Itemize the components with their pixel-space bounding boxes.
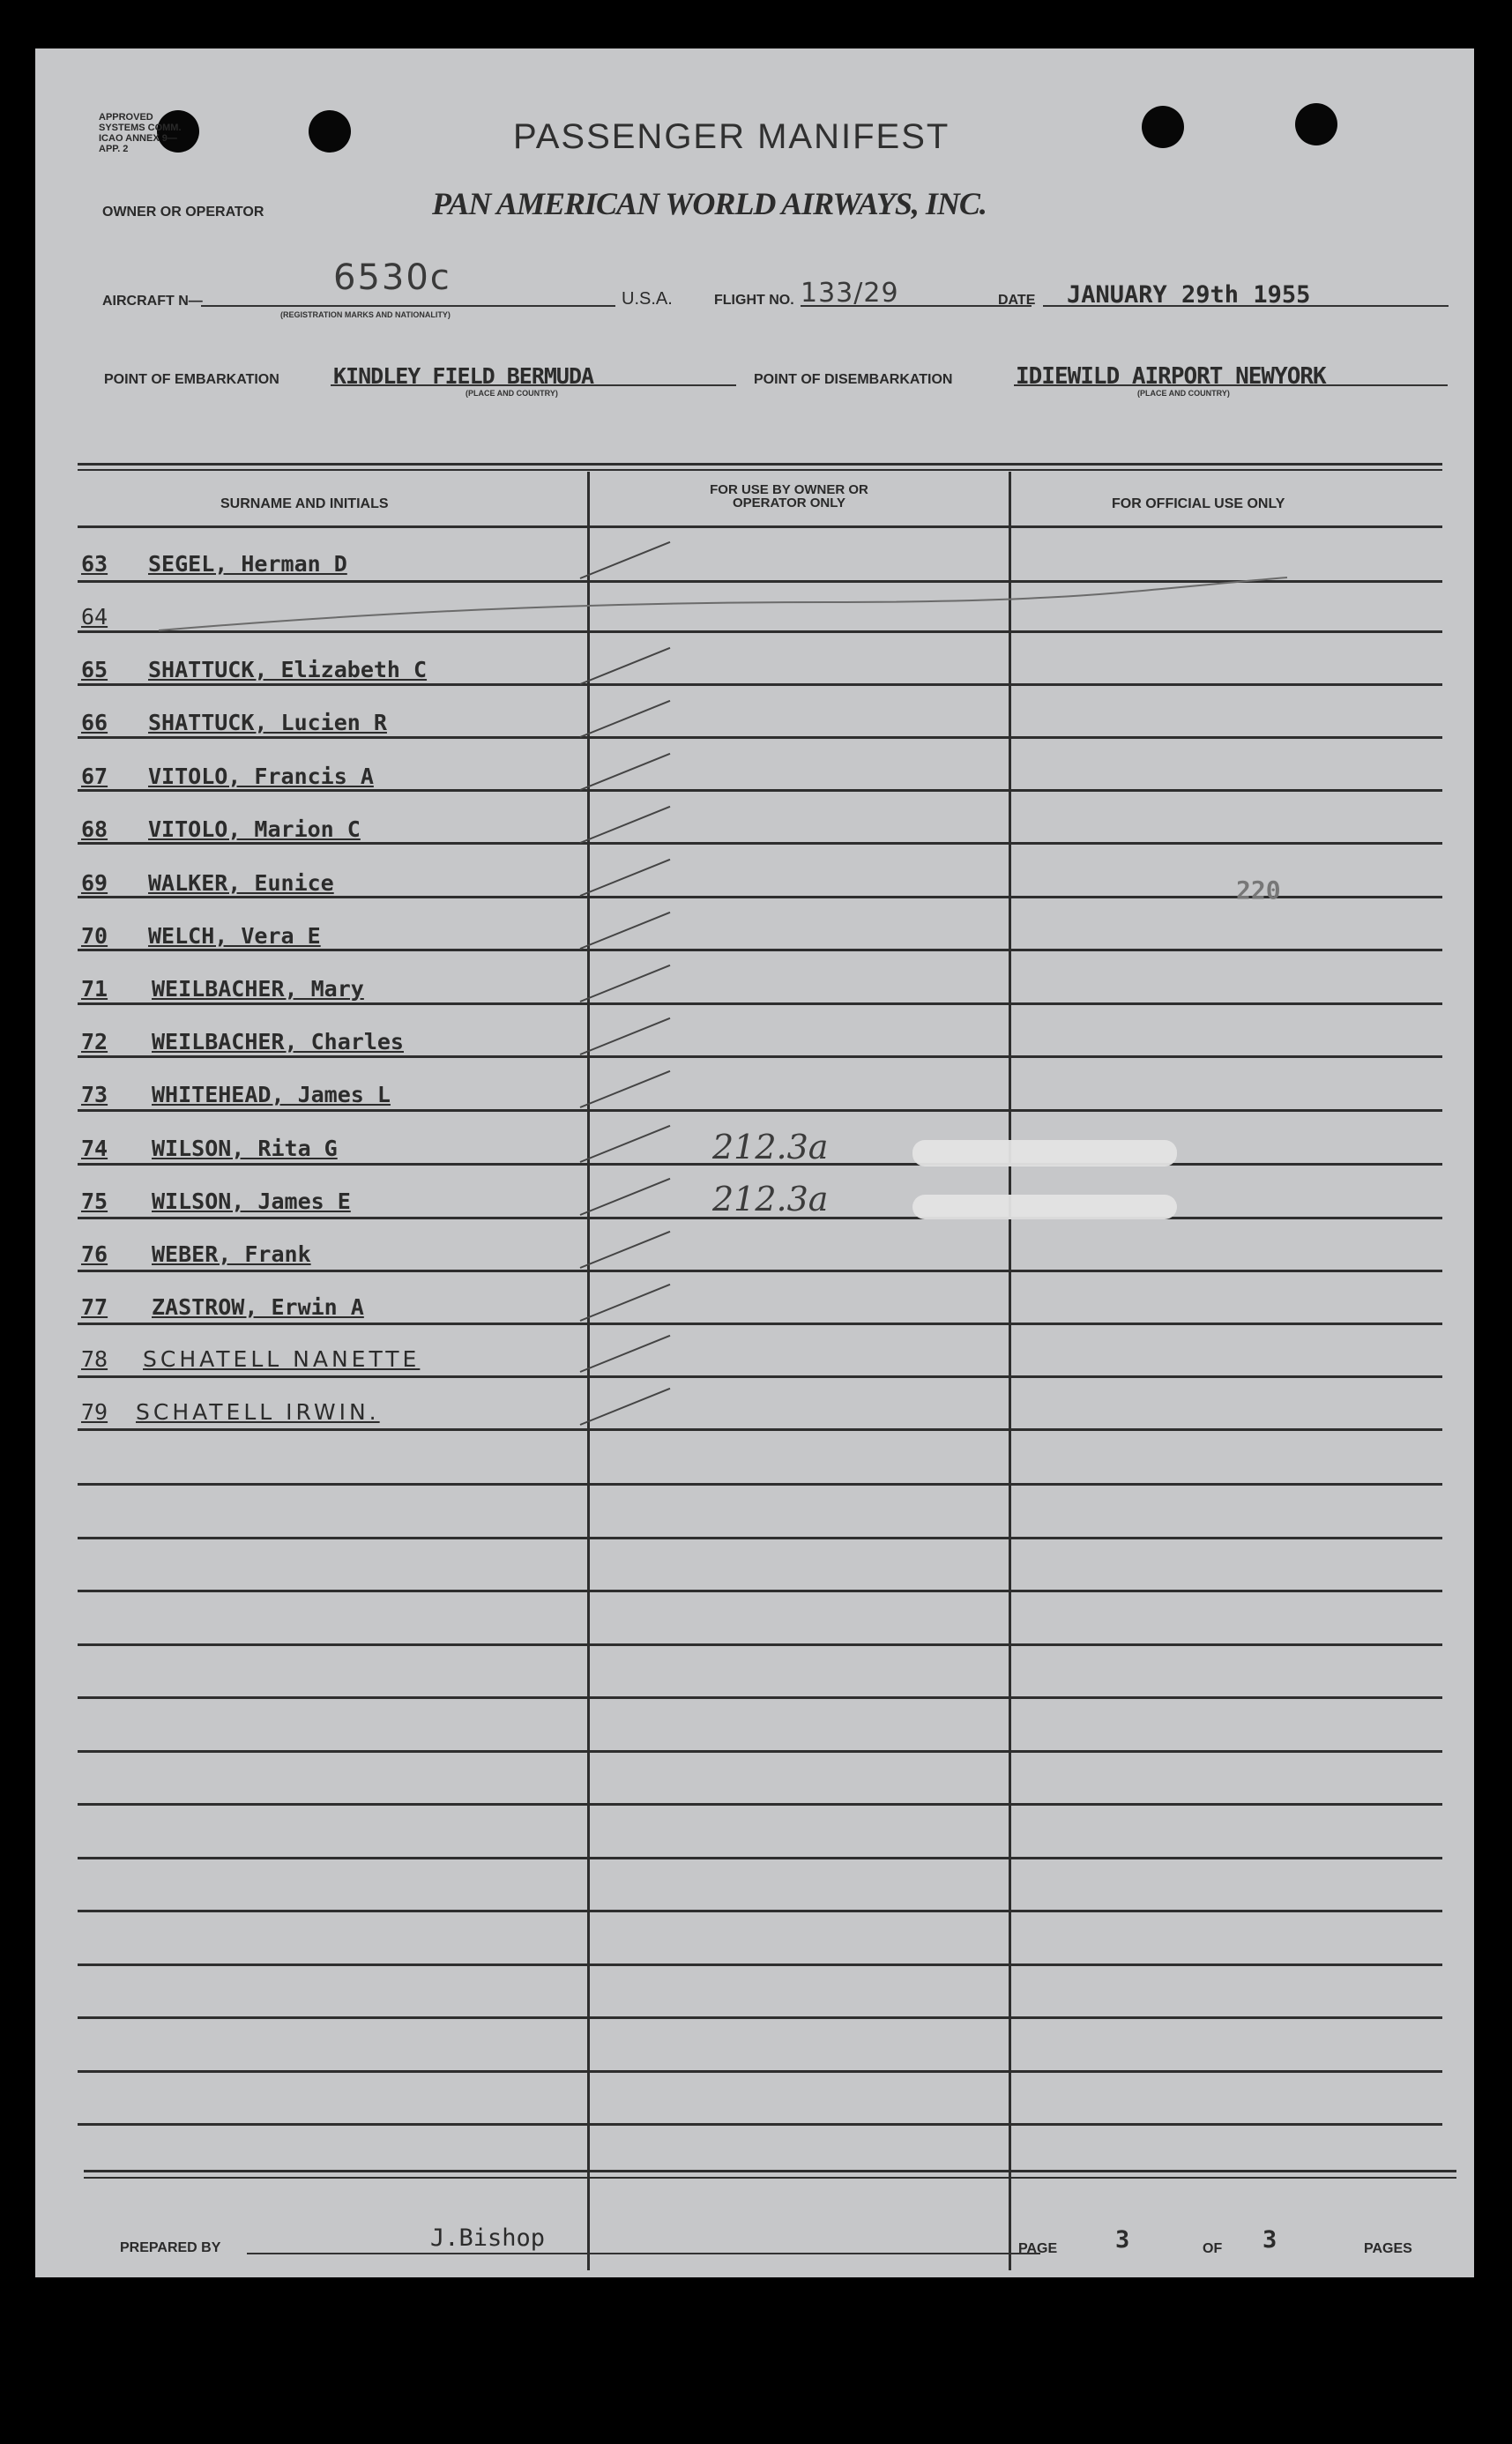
official-note-69: 220 — [1236, 876, 1281, 905]
passenger-number: 67 — [81, 764, 108, 789]
passenger-number: 64 — [81, 604, 108, 630]
passenger-name: WILSON, James E — [152, 1188, 351, 1214]
prepared-by-value: J.Bishop — [430, 2224, 546, 2252]
passenger-number: 75 — [81, 1188, 108, 1214]
table-row-line — [78, 1643, 1442, 1646]
passenger-number: 78 — [81, 1346, 108, 1372]
passenger-number: 73 — [81, 1082, 108, 1107]
check-tick — [580, 1178, 671, 1216]
table-row-line — [78, 683, 1442, 686]
table-row-line — [78, 842, 1442, 845]
passenger-name: WEBER, Frank — [152, 1241, 311, 1267]
check-tick — [580, 1335, 671, 1373]
passenger-name: WEILBACHER, Charles — [152, 1029, 404, 1054]
table-row-line — [78, 1002, 1442, 1005]
approval-stamp: APPROVED SYSTEMS COMM. ICAO ANNEX 9—APP. 2 — [99, 112, 182, 154]
prepared-by-underline — [247, 2253, 1040, 2254]
passenger-number: 74 — [81, 1136, 108, 1161]
disembark-place-caption: (PLACE AND COUNTRY) — [1137, 389, 1230, 398]
passenger-name: WHITEHEAD, James L — [152, 1082, 391, 1107]
passenger-name: WALKER, Eunice — [148, 870, 334, 896]
pages-label: PAGES — [1364, 2241, 1412, 2256]
owner-value: PAN AMERICAN WORLD AIRWAYS, INC. — [432, 186, 987, 221]
table-row-line — [78, 1109, 1442, 1112]
passenger-number: 72 — [81, 1029, 108, 1054]
passenger-name: ZASTROW, Erwin A — [152, 1294, 364, 1320]
table-row-line — [78, 2016, 1442, 2019]
table-row-line — [78, 1803, 1442, 1806]
check-tick — [580, 806, 671, 844]
embarkation-label: POINT OF EMBARKATION — [104, 372, 279, 387]
passenger-number: 71 — [81, 976, 108, 1002]
aircraft-label: AIRCRAFT N— — [102, 294, 203, 309]
table-row-line — [78, 2123, 1442, 2126]
passenger-name: WILSON, Rita G — [152, 1136, 338, 1161]
disembarkation-label: POINT OF DISEMBARKATION — [754, 372, 953, 387]
passenger-number: 68 — [81, 816, 108, 842]
col-header-owner-use: FOR USE BY OWNER OR OPERATOR ONLY — [710, 482, 868, 510]
check-tick — [580, 753, 671, 791]
passenger-number: 76 — [81, 1241, 108, 1267]
col-header-official: FOR OFFICIAL USE ONLY — [1112, 496, 1285, 511]
table-row-line — [78, 1857, 1442, 1859]
of-label: OF — [1203, 2241, 1223, 2256]
table-row-line — [78, 1696, 1442, 1699]
passenger-number: 70 — [81, 923, 108, 949]
passenger-name: SHATTUCK, Lucien R — [148, 710, 387, 735]
table-row-line — [78, 2070, 1442, 2073]
embarkation-value: KINDLEY FIELD BERMUDA — [333, 363, 594, 389]
flight-value: 133/29 — [801, 278, 899, 309]
check-tick — [580, 1125, 671, 1163]
check-tick — [580, 965, 671, 1002]
manifest-page — [35, 48, 1474, 2277]
check-tick — [580, 700, 671, 738]
aircraft-value: 6530c — [333, 257, 451, 298]
passenger-name: WELCH, Vera E — [148, 923, 321, 949]
table-row-line — [78, 1590, 1442, 1592]
table-row-line — [78, 1963, 1442, 1966]
owner-note-75: 212.3a — [712, 1180, 829, 1218]
col-header-surname: SURNAME AND INITIALS — [220, 496, 389, 511]
table-row-line — [78, 1537, 1442, 1539]
passenger-name: SCHATELL IRWIN. — [136, 1399, 380, 1425]
check-tick — [580, 1070, 671, 1108]
column-divider — [587, 472, 590, 2270]
table-row-line — [78, 1270, 1442, 1272]
disembarkation-value: IDIEWILD AIRPORT NEWYORK — [1016, 363, 1326, 390]
passenger-name: SEGEL, Herman D — [148, 551, 347, 577]
table-row-line — [78, 949, 1442, 951]
erasure-smudge — [912, 1140, 1177, 1166]
table-row-line — [78, 1323, 1442, 1325]
table-bottom-rule — [84, 2170, 1456, 2172]
date-value: JANUARY 29th 1955 — [1067, 281, 1311, 309]
embark-place-caption: (PLACE AND COUNTRY) — [466, 389, 558, 398]
date-label: DATE — [998, 293, 1036, 308]
check-tick — [580, 1231, 671, 1269]
passenger-name: VITOLO, Marion C — [148, 816, 361, 842]
passenger-number: 65 — [81, 657, 108, 682]
table-bottom-rule — [84, 2177, 1456, 2179]
table-row-line — [78, 1055, 1442, 1058]
owner-note-74: 212.3a — [712, 1128, 829, 1166]
check-tick — [580, 859, 671, 897]
passenger-number: 66 — [81, 710, 108, 735]
passenger-name: WEILBACHER, Mary — [152, 976, 364, 1002]
registration-caption: (REGISTRATION MARKS AND NATIONALITY) — [280, 310, 451, 319]
passenger-name: SCHATELL NANETTE — [143, 1346, 421, 1372]
check-tick — [580, 1388, 671, 1426]
table-row-line — [78, 1910, 1442, 1912]
check-tick — [580, 1017, 671, 1055]
check-tick — [580, 1284, 671, 1322]
page-label: PAGE — [1018, 2241, 1058, 2256]
passenger-name: VITOLO, Francis A — [148, 764, 374, 789]
table-row-line — [78, 736, 1442, 739]
owner-label: OWNER OR OPERATOR — [102, 205, 264, 220]
table-row-line — [78, 1750, 1442, 1753]
page-title: PASSENGER MANIFEST — [513, 117, 950, 156]
nationality: U.S.A. — [622, 289, 673, 309]
table-row-line — [78, 1428, 1442, 1431]
strike-through-line — [35, 48, 1474, 666]
check-tick — [580, 912, 671, 950]
passenger-number: 69 — [81, 870, 108, 896]
passenger-name: SHATTUCK, Elizabeth C — [148, 657, 428, 682]
flight-label: FLIGHT NO. — [714, 293, 794, 308]
passenger-number: 63 — [81, 551, 108, 577]
table-row-line — [78, 1483, 1442, 1486]
prepared-by-label: PREPARED BY — [120, 2240, 221, 2255]
column-divider — [1009, 472, 1011, 2270]
passenger-number: 77 — [81, 1294, 108, 1320]
table-row-line — [78, 789, 1442, 792]
table-row-line — [78, 1375, 1442, 1378]
passenger-number: 79 — [81, 1399, 108, 1425]
page-number: 3 — [1115, 2226, 1130, 2254]
erasure-smudge — [912, 1195, 1177, 1219]
total-pages: 3 — [1262, 2226, 1277, 2254]
